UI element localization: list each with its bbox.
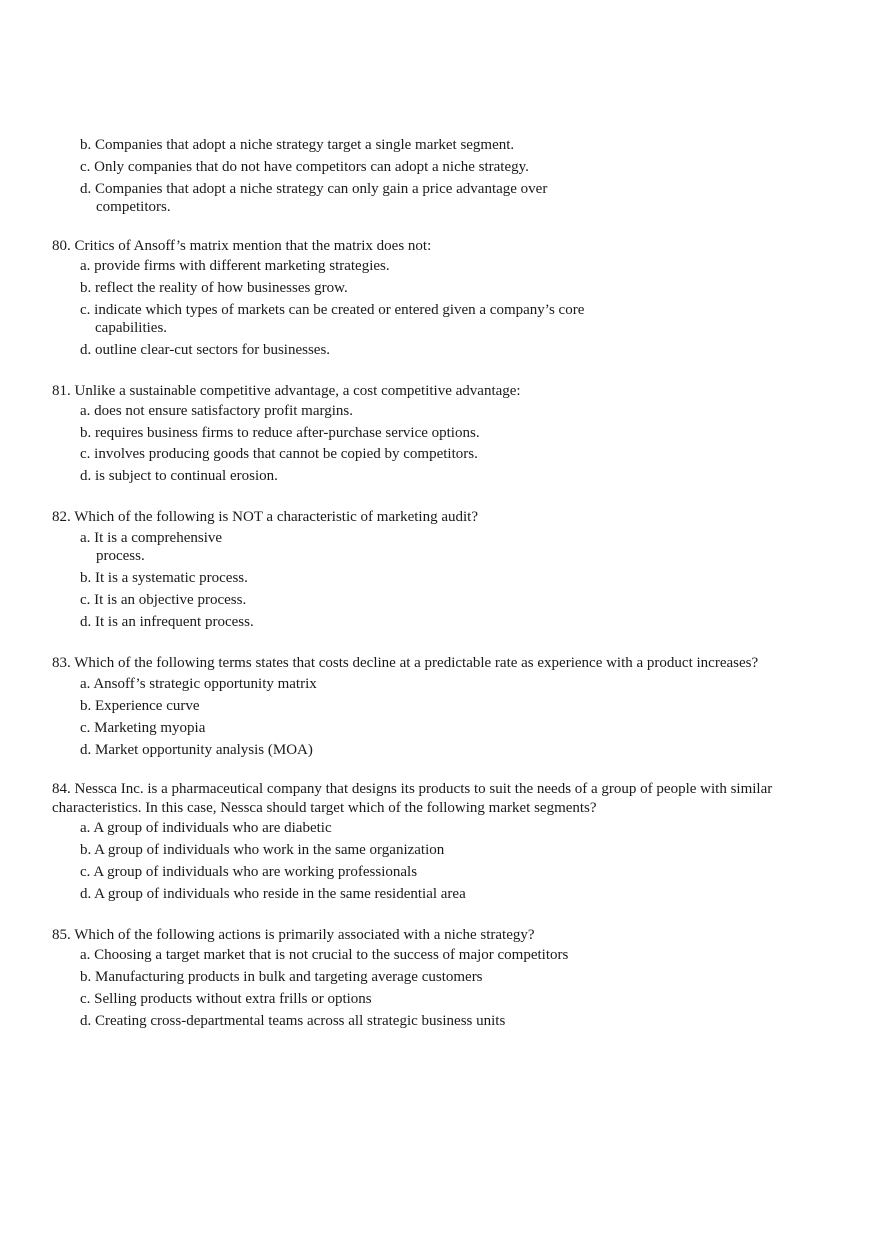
- option-82-a: a. It is a comprehensive: [80, 530, 223, 546]
- question-80: [52, 237, 842, 358]
- option-79-d-continued: competitors.: [96, 199, 171, 215]
- option-84-c: c. A group of individuals who are working professionals: [80, 864, 418, 880]
- question-83: [52, 654, 842, 758]
- option-80-c-continued: capabilities.: [95, 320, 168, 336]
- option-83-d: d. Market opportunity analysis (MOA): [80, 742, 313, 758]
- option-85-c: c. Selling products without extra frills or options: [80, 991, 372, 1007]
- option-82-c: c. It is an objective process.: [80, 592, 247, 608]
- option-83-c: c. Marketing myopia: [80, 720, 206, 736]
- question-81-stem: 81. Unlike a sustainable competitive advantage, a cost competitive advantage:: [52, 383, 521, 399]
- option-81-b: b. requires business firms to reduce after-purchase service options.: [80, 425, 480, 441]
- question-84-stem-line-1: 84. Nessca Inc. is a pharmaceutical company that designs its products to suit the needs of a group of people with similar: [52, 781, 773, 797]
- question-85-stem: 85. Which of the following actions is primarily associated with a niche strategy?: [52, 927, 535, 943]
- option-80-a: a. provide firms with different marketing strategies.: [80, 258, 390, 274]
- option-80-d: d. outline clear-cut sectors for businesses.: [80, 342, 331, 358]
- question-81: [52, 382, 842, 484]
- option-83-a: a. Ansoff’s strategic opportunity matrix: [80, 676, 317, 692]
- question-80-stem: 80. Critics of Ansoff’s matrix mention that the matrix does not:: [52, 238, 432, 254]
- option-81-d: d. is subject to continual erosion.: [80, 468, 278, 484]
- option-81-a: a. does not ensure satisfactory profit margins.: [80, 403, 353, 419]
- option-80-c: c. indicate which types of markets can be created or entered given a company’s core: [80, 302, 585, 318]
- option-85-d: d. Creating cross-departmental teams across all strategic business units: [80, 1013, 506, 1029]
- option-79-d: d. Companies that adopt a niche strategy can only gain a price advantage over: [80, 181, 548, 197]
- question-82: [52, 508, 842, 630]
- option-83-b: b. Experience curve: [80, 698, 200, 714]
- option-82-d: d. It is an infrequent process.: [80, 614, 254, 630]
- option-79-b: b. Companies that adopt a niche strategy target a single market segment.: [80, 137, 515, 153]
- option-85-b: b. Manufacturing products in bulk and targeting average customers: [80, 969, 483, 985]
- question-79-continued: [52, 136, 842, 215]
- option-85-a: a. Choosing a target market that is not crucial to the success of major competitors: [80, 947, 569, 963]
- option-84-d: d. A group of individuals who reside in the same residential area: [80, 886, 466, 902]
- option-84-b: b. A group of individuals who work in the same organization: [80, 842, 445, 858]
- question-83-stem: 83. Which of the following terms states that costs decline at a predictable rate as experience with a product increases?: [52, 655, 759, 671]
- question-85: [52, 926, 842, 1029]
- option-84-a: a. A group of individuals who are diabetic: [80, 820, 332, 836]
- question-84-stem-line-2: characteristics. In this case, Nessca should target which of the following market segments?: [52, 800, 597, 816]
- question-84: [52, 780, 842, 902]
- option-82-b: b. It is a systematic process.: [80, 570, 248, 586]
- option-81-c: c. involves producing goods that cannot be copied by competitors.: [80, 446, 478, 462]
- question-82-stem: 82. Which of the following is NOT a characteristic of marketing audit?: [52, 509, 478, 525]
- option-79-c: c. Only companies that do not have competitors can adopt a niche strategy.: [80, 159, 529, 175]
- option-82-a-continued: process.: [96, 548, 145, 564]
- option-80-b: b. reflect the reality of how businesses grow.: [80, 280, 348, 296]
